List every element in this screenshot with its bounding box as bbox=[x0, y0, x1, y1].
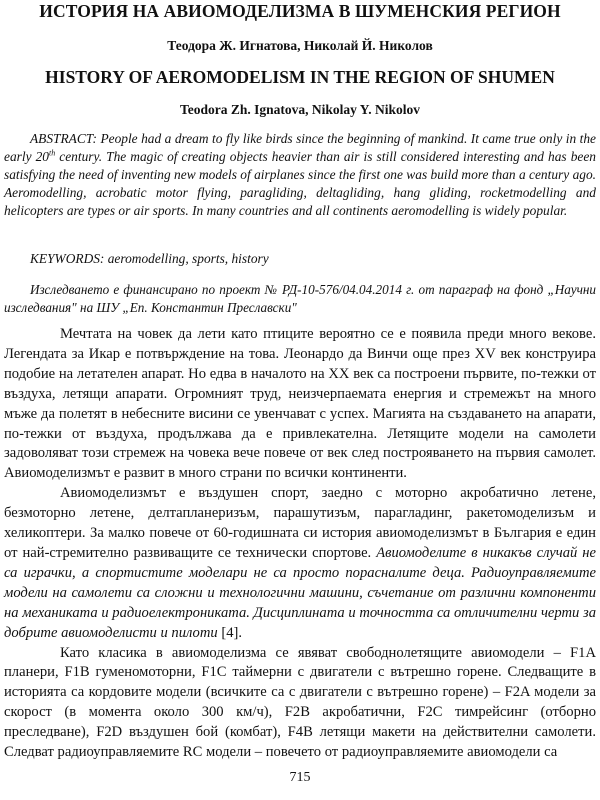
keywords: KEYWORDS: aeromodelling, sports, history bbox=[30, 251, 269, 266]
page-number: 715 bbox=[289, 770, 311, 785]
paragraph-1: Мечтата на човек да лети като птиците вероятно се е появила преди много векове. Легендата за Икар е потвърждение на това. Леонардо да Винчи още през XV век конструира подобие на летателен апарат. Но едва в началото на XX век са построени първите, по-тежки от въздуха, летящи апарати. Огромният труд, неизчерпаемата енергия и стремежът на много мъже да полетят в небесните висини се увенчават с успех. Магията на създаването на апарати, по-тежки от въздуха, продължава да е привлекателна. Летящите модели на самолети задоволяват този стремеж на човека вече повече от век след построяването на първия самолет. Авиомоделизмът е развит в много страни по всички континенти. bbox=[4, 326, 596, 482]
title-english: HISTORY OF AEROMODELISM IN THE REGION OF SHUMEN bbox=[45, 67, 555, 87]
abstract bbox=[4, 130, 596, 220]
abstract-superscript: th bbox=[48, 148, 56, 158]
body-text bbox=[4, 325, 596, 763]
paragraph-2-italic: Авиомоделите в никакъв случай не са играчки, а спортистите моделари не са просто порасналите деца. Радиоуправляемите модели на самолети са сложни и технологични машини, съчетание от различни компоненти на механиката и радиоелектрониката. Дисциплината и точността са отличителни черти за добрите авиомоделисти и пилоти bbox=[4, 544, 597, 641]
authors-bulgarian: Теодора Ж. Игнатова, Николай Й. Николов bbox=[167, 38, 433, 53]
authors-english: Teodora Zh. Ignatova, Nikolay Y. Nikolov bbox=[179, 102, 421, 117]
paragraph-2 bbox=[4, 484, 596, 643]
paragraph-2-plain: Авиомоделизмът е въздушен спорт, заедно с моторно акробатично летене, безмоторно летене, делтапланеризъм, парашутизъм, парагладинг, ракетомоделизъм и хеликоптери. За малко повече от 60-годишната си история авиомоделизмът в България е един от най-стремително развиващите се технически спортове. bbox=[4, 485, 596, 561]
paragraph-3: Като класика в авиомоделизма се явяват свободнолетящите авиомодели – F1A планери, F1B гуменомоторни, F1C таймерни с двигатели с вътрешно горене. Следващите в историята са кордовите модели (всичките са с двигатели с вътрешно горене) – F2A модели за скорост (в момента около 300 км/ч), F2B акробатични, F2C тимрейсинг (отборно преследване), F2D въздушен бой (комбат), F4B летящи макети на действителни самолети. Следват радиоуправляемите RC модели – повечето от радиоуправляемите авиомодели са bbox=[4, 644, 596, 761]
title-bulgarian: ИСТОРИЯ НА АВИОМОДЕЛИЗМА В ШУМЕНСКИЯ РЕГИОН bbox=[39, 1, 561, 21]
abstract-text-2: century. The magic of creating objects heavier than air is still considered interesting and has been satisfying the need of inventing new models of airplanes since the first one was build more than a century ago. Aeromodelling, acrobatic motor flying, paragliding, deltagliding, hang gliding, rocketmodelling and helicopters are types or air sports. In many countries and all continents aeromodelling is widely popular. bbox=[4, 149, 596, 218]
abstract-label: ABSTRACT: bbox=[30, 131, 97, 146]
funding-note: Изследването е финансирано по проект № РД-10-576/04.04.2014 г. от параграф на фонд „Научни изследвания" на ШУ „Еп. Константин Преславски" bbox=[4, 282, 596, 315]
citation-ref: [4]. bbox=[217, 624, 243, 641]
abstract-text-1: People had a dream to fly like birds since the beginning of mankind. It came true only in the early 20 bbox=[4, 131, 596, 164]
